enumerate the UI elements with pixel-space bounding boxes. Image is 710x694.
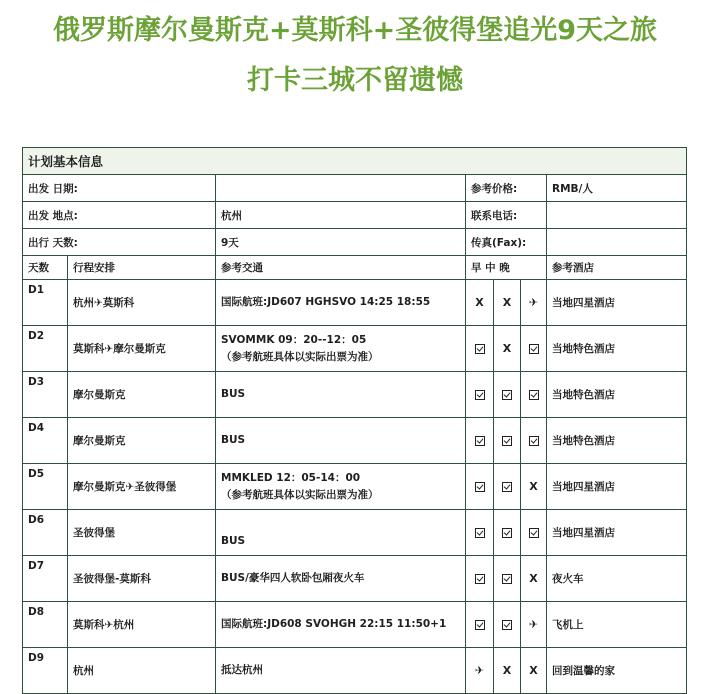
checkbox-checked-icon bbox=[475, 574, 485, 584]
contact-value bbox=[547, 202, 687, 229]
checkbox-checked-icon bbox=[475, 620, 485, 630]
hotel-cell: 当地特色酒店 bbox=[547, 418, 687, 464]
checkbox-checked-icon bbox=[502, 390, 512, 400]
airplane-icon: ✈ bbox=[528, 618, 539, 631]
transport-line bbox=[221, 516, 460, 533]
transport-line: BUS bbox=[221, 388, 246, 400]
hotel-cell: 当地四星酒店 bbox=[547, 464, 687, 510]
hotel-cell: 当地特色酒店 bbox=[547, 372, 687, 418]
transport-line: BUS bbox=[221, 534, 246, 547]
page-subtitle: 打卡三城不留遗憾 bbox=[247, 65, 463, 96]
transport-cell bbox=[216, 372, 466, 418]
x-mark-icon: X bbox=[529, 572, 538, 585]
itinerary-cell: 莫斯科✈杭州 bbox=[68, 602, 216, 648]
lunch-cell bbox=[494, 372, 521, 418]
transport-cell bbox=[216, 326, 466, 372]
checkbox-checked-icon bbox=[529, 344, 539, 354]
table-row bbox=[23, 326, 687, 372]
transport-cell bbox=[216, 418, 466, 464]
transport-cell bbox=[216, 556, 466, 602]
transport-cell bbox=[216, 510, 466, 556]
dinner-cell bbox=[521, 510, 547, 556]
table-row bbox=[23, 602, 687, 648]
x-mark-icon: X bbox=[502, 342, 512, 355]
fax-value bbox=[547, 229, 687, 256]
days-label: 出行 天数: bbox=[23, 229, 216, 256]
hotel-cell: 飞机上 bbox=[547, 602, 687, 648]
breakfast-cell bbox=[466, 372, 494, 418]
itinerary-cell: 摩尔曼斯克 bbox=[68, 418, 216, 464]
table-row bbox=[23, 556, 687, 602]
transport-line: 抵达杭州 bbox=[221, 664, 263, 676]
transport-line: MMKLED 12：05-14：00 bbox=[221, 471, 361, 484]
table-row bbox=[23, 372, 687, 418]
checkbox-checked-icon bbox=[529, 528, 539, 538]
day-cell: D7 bbox=[23, 556, 68, 602]
day-cell: D9 bbox=[23, 648, 68, 694]
checkbox-checked-icon bbox=[475, 482, 485, 492]
transport-cell bbox=[216, 648, 466, 694]
lunch-cell bbox=[494, 464, 521, 510]
itinerary-cell: 莫斯科✈摩尔曼斯克 bbox=[68, 326, 216, 372]
itinerary-cell: 圣彼得堡 bbox=[68, 510, 216, 556]
ref-price-label: 参考价格: bbox=[466, 175, 547, 202]
checkbox-checked-icon bbox=[475, 528, 485, 538]
day-cell: D3 bbox=[23, 372, 68, 418]
transport-line: SVOMMK 09：20--12：05 bbox=[221, 333, 367, 346]
breakfast-cell bbox=[466, 326, 494, 372]
section-title: 计划基本信息 bbox=[23, 148, 687, 175]
table-row bbox=[23, 510, 687, 556]
lunch-cell bbox=[494, 280, 521, 326]
transport-cell bbox=[216, 280, 466, 326]
breakfast-cell bbox=[466, 602, 494, 648]
table-row bbox=[23, 280, 687, 326]
day-cell: D2 bbox=[23, 326, 68, 372]
col-header-itinerary: 行程安排 bbox=[68, 256, 216, 280]
lunch-cell bbox=[494, 648, 521, 694]
dinner-cell bbox=[521, 372, 547, 418]
dinner-cell bbox=[521, 418, 547, 464]
checkbox-checked-icon bbox=[475, 436, 485, 446]
dinner-cell bbox=[521, 280, 547, 326]
x-mark-icon: X bbox=[475, 296, 484, 309]
table-row bbox=[23, 648, 687, 694]
page-title: 俄罗斯摩尔曼斯克+莫斯科+圣彼得堡追光9天之旅 bbox=[52, 15, 658, 46]
breakfast-cell bbox=[466, 464, 494, 510]
dinner-cell bbox=[521, 648, 547, 694]
day-cell: D8 bbox=[23, 602, 68, 648]
transport-line: BUS/豪华四人软卧包厢夜火车 bbox=[221, 572, 365, 584]
dinner-cell bbox=[521, 464, 547, 510]
transport-cell bbox=[216, 602, 466, 648]
days-value: 9天 bbox=[216, 229, 466, 256]
breakfast-cell bbox=[466, 510, 494, 556]
day-cell: D5 bbox=[23, 464, 68, 510]
itinerary-cell: 圣彼得堡-莫斯科 bbox=[68, 556, 216, 602]
col-header-meals: 早 中 晚 bbox=[466, 256, 547, 280]
hotel-cell: 当地特色酒店 bbox=[547, 326, 687, 372]
hotel-cell: 夜火车 bbox=[547, 556, 687, 602]
lunch-cell bbox=[494, 510, 521, 556]
transport-line: （参考航班具体以实际出票为准） bbox=[221, 488, 379, 501]
lunch-cell bbox=[494, 418, 521, 464]
breakfast-cell bbox=[466, 556, 494, 602]
checkbox-checked-icon bbox=[529, 390, 539, 400]
airplane-icon: ✈ bbox=[528, 296, 539, 309]
breakfast-cell bbox=[466, 280, 494, 326]
transport-line: BUS bbox=[221, 434, 246, 446]
transport-line: （参考航班具体以实际出票为准） bbox=[221, 350, 379, 363]
hotel-cell: 当地四星酒店 bbox=[547, 510, 687, 556]
itinerary-table bbox=[22, 147, 687, 694]
lunch-cell bbox=[494, 602, 521, 648]
itinerary-cell: 杭州 bbox=[68, 648, 216, 694]
hotel-cell: 当地四星酒店 bbox=[547, 280, 687, 326]
x-mark-icon: X bbox=[502, 296, 512, 309]
airplane-icon: ✈ bbox=[474, 664, 485, 677]
day-cell: D4 bbox=[23, 418, 68, 464]
depart-date-label: 出发 日期: bbox=[23, 175, 216, 202]
table-row bbox=[23, 418, 687, 464]
lunch-cell bbox=[494, 556, 521, 602]
checkbox-checked-icon bbox=[475, 390, 485, 400]
col-header-transport: 参考交通 bbox=[216, 256, 466, 280]
checkbox-checked-icon bbox=[502, 482, 512, 492]
fax-label: 传真(Fax): bbox=[466, 229, 547, 256]
breakfast-cell bbox=[466, 648, 494, 694]
ref-price-value: RMB/人 bbox=[547, 175, 687, 202]
dinner-cell bbox=[521, 556, 547, 602]
depart-place-label: 出发 地点: bbox=[23, 202, 216, 229]
checkbox-checked-icon bbox=[529, 436, 539, 446]
transport-line: 国际航班:JD607 HGHSVO 14:25 18:55 bbox=[221, 296, 431, 308]
dinner-cell bbox=[521, 326, 547, 372]
breakfast-cell bbox=[466, 418, 494, 464]
checkbox-checked-icon bbox=[502, 436, 512, 446]
day-cell: D1 bbox=[23, 280, 68, 326]
depart-place-value: 杭州 bbox=[216, 202, 466, 229]
depart-date-value bbox=[216, 175, 466, 202]
checkbox-checked-icon bbox=[502, 620, 512, 630]
col-header-hotel: 参考酒店 bbox=[547, 256, 687, 280]
checkbox-checked-icon bbox=[475, 344, 485, 354]
x-mark-icon: X bbox=[529, 480, 538, 493]
x-mark-icon: X bbox=[502, 664, 512, 677]
x-mark-icon: X bbox=[529, 664, 538, 677]
transport-cell bbox=[216, 464, 466, 510]
dinner-cell bbox=[521, 602, 547, 648]
contact-label: 联系电话: bbox=[466, 202, 547, 229]
itinerary-cell: 杭州✈莫斯科 bbox=[68, 280, 216, 326]
checkbox-checked-icon bbox=[502, 574, 512, 584]
table-row bbox=[23, 464, 687, 510]
itinerary-cell: 摩尔曼斯克 bbox=[68, 372, 216, 418]
hotel-cell: 回到温馨的家 bbox=[547, 648, 687, 694]
transport-line: 国际航班:JD608 SVOHGH 22:15 11:50+1 bbox=[221, 618, 447, 630]
checkbox-checked-icon bbox=[502, 528, 512, 538]
lunch-cell bbox=[494, 326, 521, 372]
col-header-day: 天数 bbox=[23, 256, 68, 280]
day-cell: D6 bbox=[23, 510, 68, 556]
itinerary-cell: 摩尔曼斯克✈圣彼得堡 bbox=[68, 464, 216, 510]
